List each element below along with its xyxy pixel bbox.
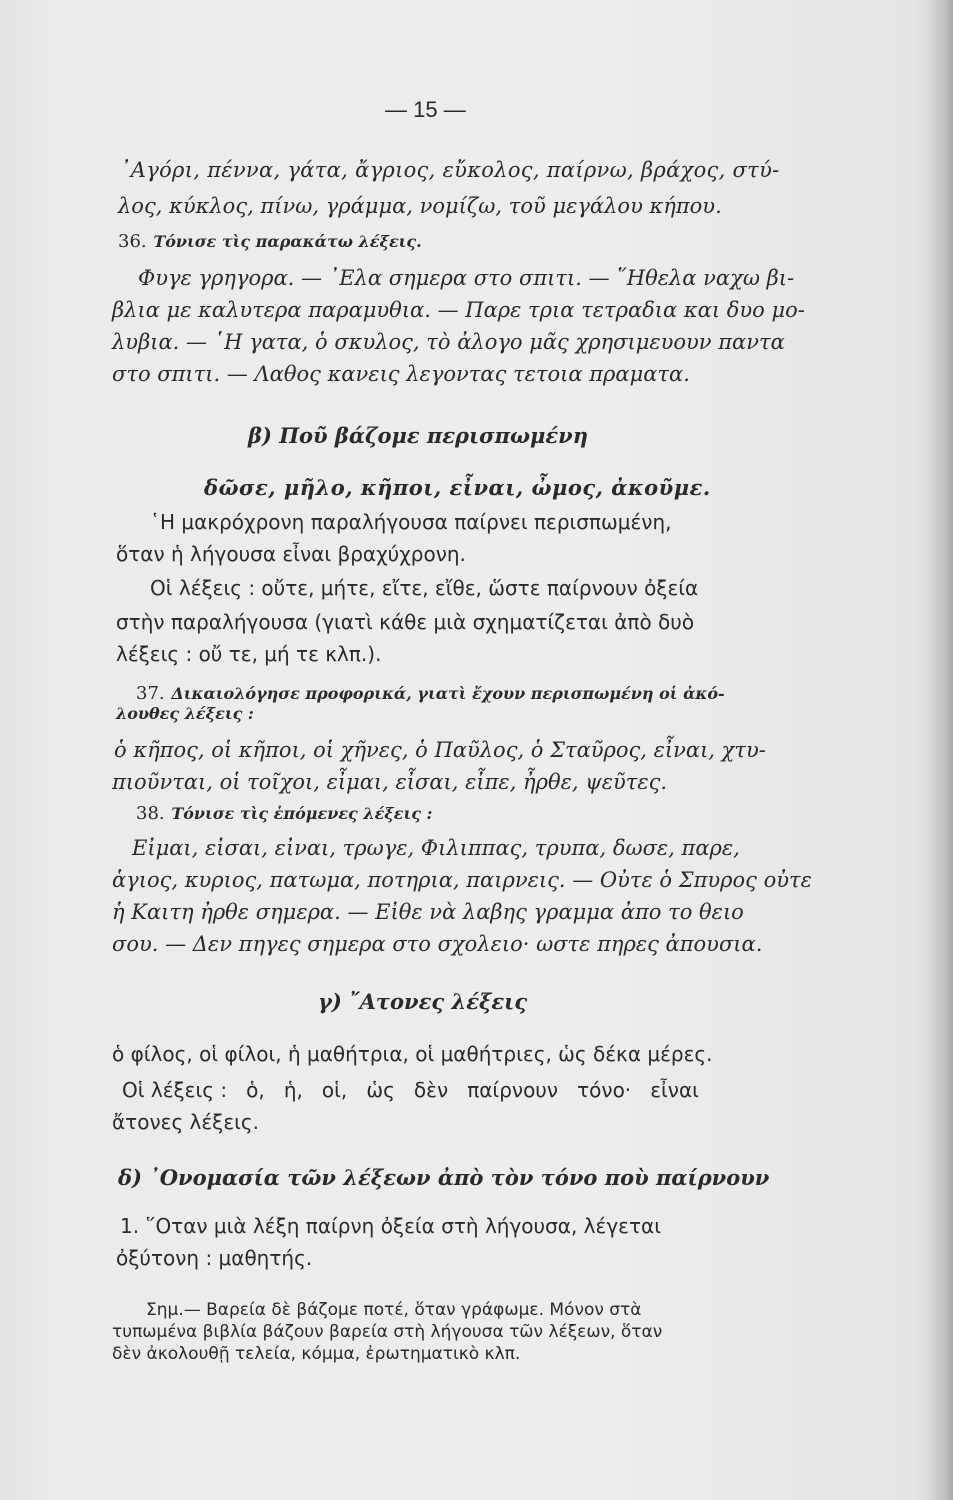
- instruction-text: Τόνισε τὶς παρακάτω λέξεις.: [153, 232, 422, 251]
- section-b-heading: β) Ποῦ βάζομε περισπωμένη: [248, 423, 589, 448]
- section-d-rule1-line-2: ὀξύτονη : μαθητής.: [116, 1246, 313, 1270]
- ex38-line-3: ἡ Καιτη ἠρθε σημερα. — Εἰθε νὰ λαβης γραμμα ἀπο το θειο: [112, 900, 744, 924]
- ex36-line-2: βλια με καλυτερα παραμυθια. — Παρε τρια τετραδια και δυο μο-: [112, 298, 805, 322]
- section-b-rule1-line-2: ὅταν ἡ λήγουσα εἶναι βραχύχρονη.: [116, 542, 466, 566]
- note-line-3: δὲν ἀκολουθῇ τελεία, κόμμα, ἐρωτηματικὸ κλπ.: [112, 1344, 521, 1364]
- exercise-number: 38.: [136, 803, 165, 824]
- section-c-examples: ὁ φίλος, οἱ φίλοι, ἡ μαθήτρια, οἱ μαθήτριες, ὡς δέκα μέρες.: [112, 1042, 713, 1066]
- ex35-line-1: ᾿Αγόρι, πέννα, γάτα, ἄγριος, εὔκολος, παίρνω, βράχος, στύ-: [120, 158, 780, 182]
- section-b-rule2-line-1: Οἱ λέξεις : οὔτε, μήτε, εἴτε, εἴθε, ὥστε παίρνουν ὀξεία: [150, 576, 699, 600]
- section-d-rule1-line-1: 1. ῞Οταν μιὰ λέξη παίρνη ὀξεία στὴ λήγουσα, λέγεται: [120, 1214, 661, 1238]
- section-d-heading: δ) ᾿Ονομασία τῶν λέξεων ἀπὸ τὸν τόνο ποὺ παίρνουν: [118, 1165, 770, 1190]
- page-edge-shadow: [927, 0, 953, 1500]
- section-c-heading: γ) ῎Ατονες λέξεις: [318, 989, 528, 1014]
- exercise-37-instruction-line-2: λουθες λέξεις :: [116, 704, 254, 723]
- exercise-38-instruction: [136, 798, 432, 828]
- section-c-rule-line-1: Οἱ λέξεις : ὁ, ἡ, οἱ, ὡς δὲν παίρνουν τόνο· εἶναι: [122, 1078, 699, 1102]
- ex37-line-1: ὁ κῆπος, οἱ κῆποι, οἱ χῆνες, ὁ Παῦλος, ὁ Σταῦρος, εἶναι, χτυ-: [114, 738, 766, 762]
- ex38-line-2: ἁγιος, κυριος, πατωμα, ποτηρια, παιρνεις. — Οὐτε ὁ Σπυρος οὐτε: [112, 868, 812, 892]
- section-b-rule2-line-2: στὴν παραλήγουσα (γιατὶ κάθε μιὰ σχηματίζεται ἀπὸ δυὸ: [116, 610, 695, 634]
- section-b-rule2-line-3: λέξεις : οὔ τε, μή τε κλπ.).: [116, 642, 382, 666]
- exercise-number: 36.: [118, 231, 147, 252]
- ex38-line-4: σου. — Δεν πηγες σημερα στο σχολειο· ωστε πηρες ἀπουσια.: [112, 932, 763, 956]
- section-c-rule-line-2: ἄτονες λέξεις.: [112, 1110, 260, 1134]
- instruction-text: Δικαιολόγησε προφορικά, γιατὶ ἔχουν περισπωμένη οἱ ἀκό-: [171, 684, 725, 703]
- page-number: — 15 —: [385, 97, 466, 122]
- ex38-line-1: Εἰμαι, εἰσαι, εἰναι, τρωγε, Φιλιππας, τρυπα, δωσε, παρε,: [132, 836, 740, 860]
- instruction-text: Τόνισε τὶς ἑπόμενες λέξεις :: [171, 804, 433, 823]
- exercise-number: 37.: [136, 683, 165, 704]
- ex36-line-4: στο σπιτι. — Λαθος κανεις λεγοντας τετοια πραματα.: [112, 362, 690, 386]
- note-line-2: τυπωμένα βιβλία βάζουν βαρεία στὴ λήγουσα τῶν λέξεων, ὅταν: [112, 1322, 663, 1342]
- ex35-line-2: λος, κύκλος, πίνω, γράμμα, νομίζω, τοῦ μεγάλου κήπου.: [118, 194, 722, 218]
- section-b-rule1-line-1: ῾Η μακρόχρονη παραλήγουσα παίρνει περισπωμένη,: [150, 510, 672, 534]
- section-b-examples: δῶσε, μῆλο, κῆποι, εἶναι, ὦμος, ἀκοῦμε.: [204, 475, 711, 500]
- note-line-1: Σημ.— Βαρεία δὲ βάζομε ποτέ, ὅταν γράφωμε. Μόνον στὰ: [146, 1300, 642, 1320]
- ex37-line-2: πιοῦνται, οἱ τοῖχοι, εἶμαι, εἶσαι, εἶπε, ἦρθε, ψεῦτες.: [112, 770, 668, 794]
- exercise-36-instruction: [118, 226, 422, 256]
- ex36-line-3: λυβια. — ῾Η γατα, ὁ σκυλος, τὸ ἀλογο μᾶς χρησιμευουν παντα: [112, 330, 785, 354]
- ex36-line-1: Φυγε γρηγορα. — ᾿Ελα σημερα στο σπιτι. — ῞Ηθελα ναχω βι-: [138, 266, 795, 290]
